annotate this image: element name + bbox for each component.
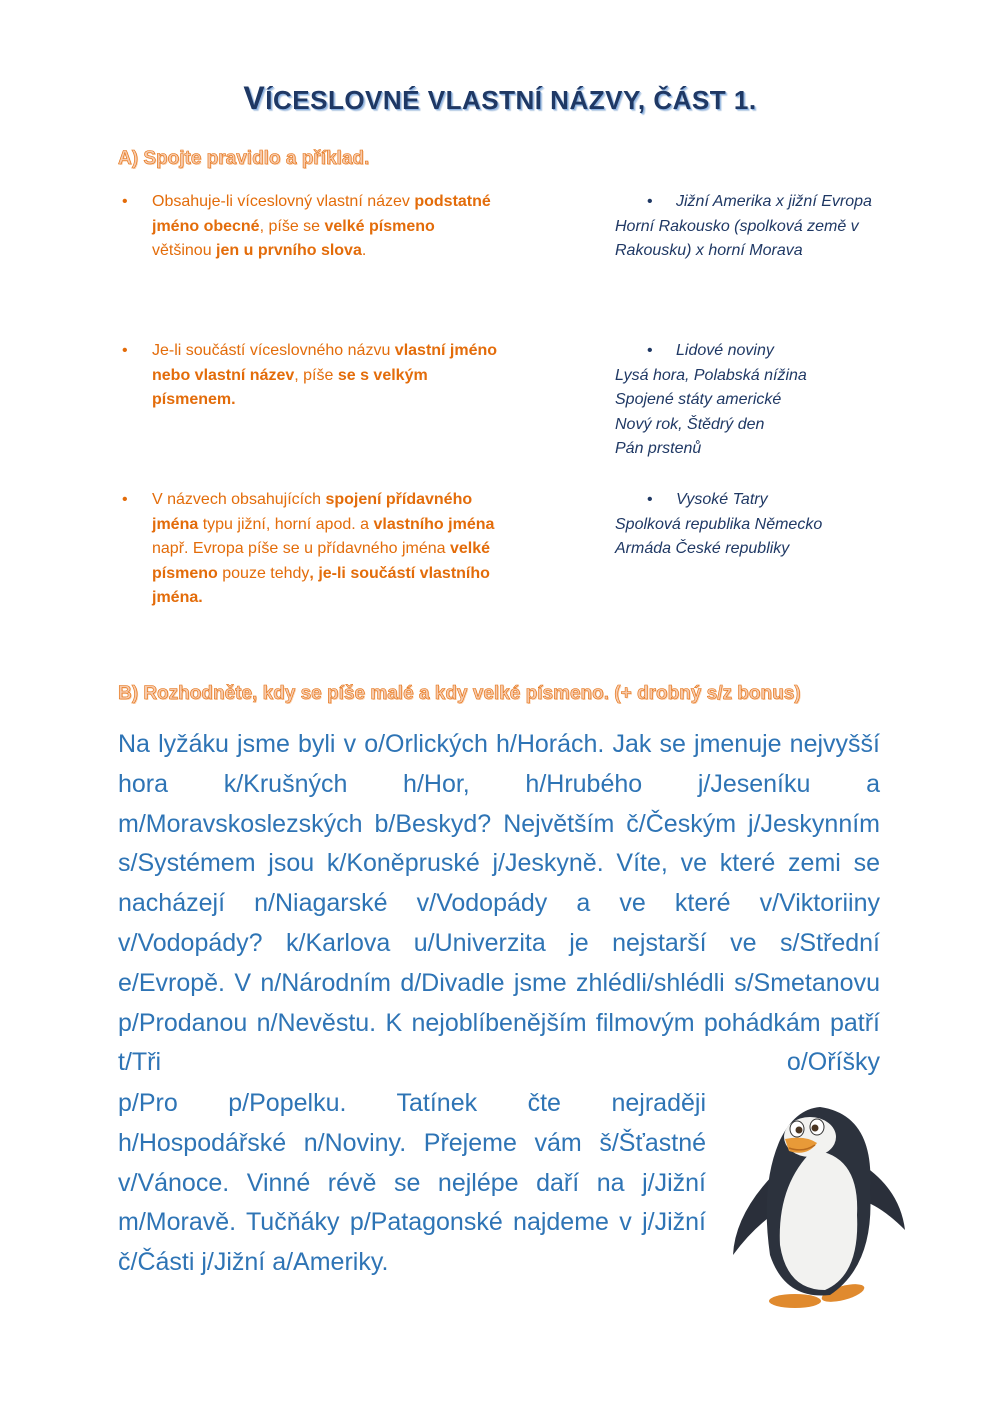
exercise-paragraph-wide: Na lyžáku jsme byli v o/Orlických h/Horách. Jak se jmenuje nejvyšší hora k/Krušných h/Hor, h/Hrubého j/Jeseníku a m/Moravskoslezských b/Beskyd? Největším č/Českým j/Jeskynním s/Systémem jsou k/Koněpruské j/Jeskyně. Víte, ve které zemi se nacházejí n/Niagarské v/Vodopády a ve které v/Viktoriiny v/Vodopády? k/Karlova u/Univerzita je nejstarší ve s/Střední e/Evropě. V n/Národním d/Divadle jsme zhlédli/shlédli s/Smetanovu p/Prodanou n/Nevěstu. K nejoblíbenějším filmovým pohádkám patří t/Tři o/Oříšky [118, 730, 880, 1077]
rule-3-run: vlastního jména [373, 515, 495, 533]
rule-2-text [152, 342, 497, 408]
bullet-icon: • [122, 342, 128, 359]
example-first [615, 488, 875, 513]
rule-1-text [152, 193, 491, 259]
rule-3-run: typu jižní, horní apod. a [198, 515, 374, 533]
bullet-icon: • [647, 491, 653, 508]
penguin-left-foot [769, 1294, 821, 1308]
rule-1-run: jen u prvního slova [216, 242, 362, 260]
rule-1-run: Obsahuje-li víceslovný vlastní název [152, 193, 415, 210]
example-text: Lysá hora, Polabská nížina [615, 366, 807, 384]
rule-3-run: , je-li součástí vlastního jména. [152, 564, 490, 607]
title-initial: V [243, 80, 266, 116]
rule-3-run: např. Evropa píše se u přídavného jména [152, 540, 450, 558]
example-text: Armáda České republiky [615, 540, 790, 558]
rule-2 [118, 339, 498, 413]
example-text: Pán prstenů [615, 440, 702, 458]
section-b-heading: B) Rozhodněte, kdy se píše malé a kdy velké písmeno. (+ drobný s/z bonus) [118, 683, 801, 704]
bullet-icon: • [122, 193, 128, 210]
example-group-2 [615, 339, 875, 462]
rule-2-run: , píše [294, 366, 338, 384]
rule-1-run: velké písmeno [324, 217, 435, 235]
bullet-icon: • [647, 193, 653, 210]
bullet-icon: • [122, 491, 128, 508]
example-first [615, 190, 875, 215]
bullet-icon: • [647, 342, 653, 359]
rule-3-run: velké písmeno [152, 540, 491, 582]
rule-3-run: pouze tehdy [217, 564, 310, 582]
example-text: Nový rok, Štědrý den [615, 415, 765, 433]
rule-1-run: většinou [152, 242, 217, 260]
rule-2-run: vlastní jméno nebo vlastní název [152, 342, 498, 384]
rule-1-run: . [361, 242, 367, 260]
page-title [0, 80, 1000, 117]
example-group-1 [615, 190, 875, 264]
penguin-illustration [725, 1095, 910, 1315]
rule-3-run: V názvech obsahujících [152, 491, 326, 508]
exercise-paragraph-narrow: p/Pro p/Popelku. Tatínek čte nejraději h/Hospodářské n/Noviny. Přejeme vám š/Šťastné v/Vánoce. Vinné révě se nejlépe daří na j/Jižní m/Moravě. Tučňáky p/Patagonské najdeme v j/Jižní č/Části j/Jižní a/Ameriky. [118, 1089, 706, 1277]
example-text: Jižní Amerika x jižní Evropa [676, 193, 872, 210]
example-text: Horní Rakousko (spolková země v Rakousku) x horní Morava [615, 217, 859, 260]
rule-3 [118, 488, 498, 611]
example-text: Lidové noviny [676, 342, 774, 359]
example-group-3 [615, 488, 875, 562]
rule-1-run: , píše se [259, 217, 325, 235]
rule-2-run: se s velkým písmenem. [152, 366, 428, 409]
example-text: Spojené státy americké [615, 391, 782, 409]
rule-2-run: Je-li součástí víceslovného názvu [152, 342, 395, 359]
title-rest: ÍCESLOVNÉ VLASTNÍ NÁZVY, ČÁST 1. [265, 85, 757, 115]
rule-1 [118, 190, 498, 264]
section-a-heading: A) Spojte pravidlo a příklad. [118, 148, 370, 169]
rule-1-run: podstatné jméno obecné [152, 193, 491, 235]
rule-3-run: spojení přídavného jména [152, 491, 473, 533]
rule-3-text [152, 491, 494, 606]
example-text: Vysoké Tatry [676, 491, 768, 508]
example-text: Spolková republika Německo [615, 515, 823, 533]
example-first [615, 339, 875, 364]
